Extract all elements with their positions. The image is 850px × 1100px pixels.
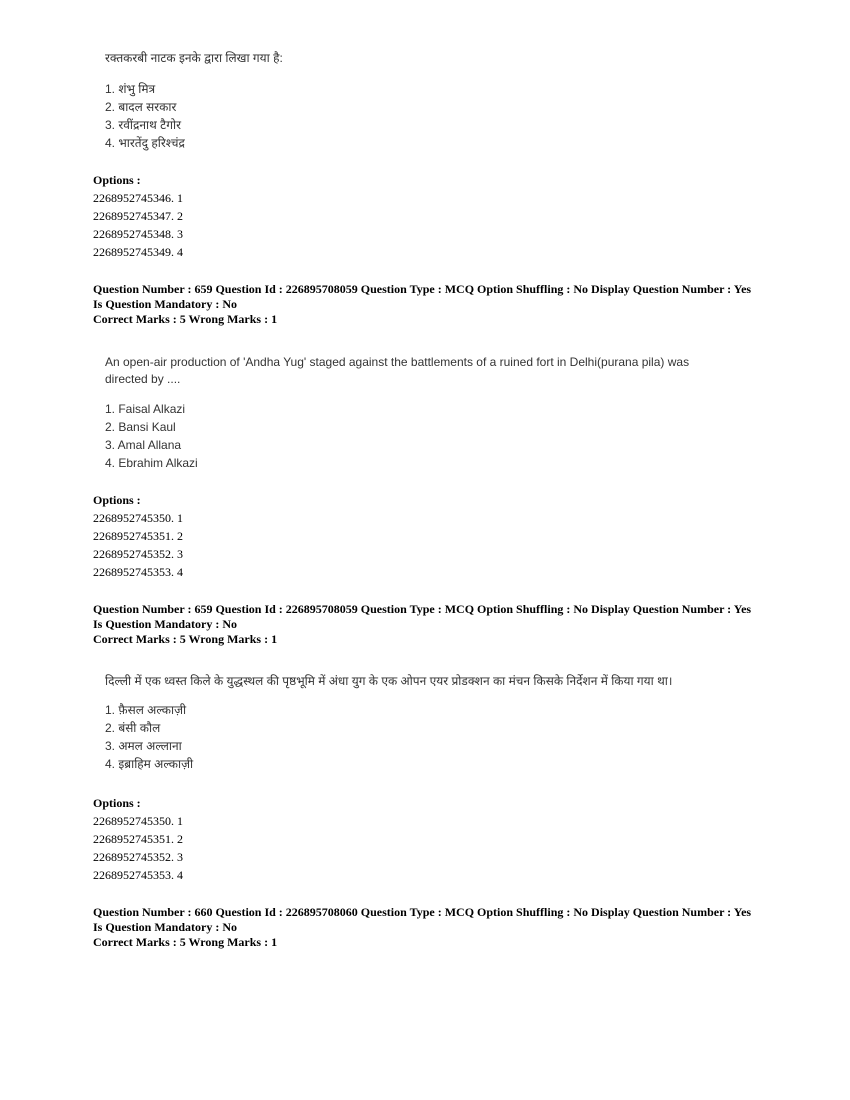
choice-item: 4. भारतेंदु हरिश्चंद्र (105, 136, 185, 150)
option-id: 2268952745351. 2 (93, 529, 183, 543)
question-text: An open-air production of 'Andha Yug' staged against the battlements of a ruined fort in Delhi(purana pila) was directed by .... (105, 355, 690, 386)
marks-line: Correct Marks : 5 Wrong Marks : 1 (93, 935, 278, 949)
question-meta-3 (0, 905, 850, 950)
choice-item: 2. Bansi Kaul (105, 420, 176, 434)
option-id: 2268952745347. 2 (93, 209, 183, 223)
choice-item: 1. Faisal Alkazi (105, 402, 186, 416)
options-section-2 (0, 491, 850, 581)
question-block-2 (0, 354, 850, 388)
choice-list-1 (0, 80, 850, 152)
option-id: 2268952745350. 1 (93, 511, 183, 525)
question-meta-line: Question Number : 660 Question Id : 226895708060 Question Type : MCQ Option Shuffling : No Display Question Number : Yes Is Question Mandatory : No (93, 905, 752, 934)
choice-item: 3. Amal Allana (105, 438, 182, 452)
option-id: 2268952745352. 3 (93, 850, 183, 864)
options-label: Options : (93, 173, 141, 187)
choice-item: 4. इब्राहिम अल्काज़ी (105, 757, 194, 771)
choice-item: 2. बंसी कौल (105, 721, 161, 735)
question-text: दिल्ली में एक ध्वस्त किले के युद्धस्थल की पृष्ठभूमि में अंधा युग के एक ओपन एयर प्रोडक्शन का मंचन किसके निर्देशन में किया गया था। (105, 674, 673, 688)
choice-item: 2. बादल सरकार (105, 100, 177, 114)
option-id: 2268952745351. 2 (93, 832, 183, 846)
option-id: 2268952745348. 3 (93, 227, 183, 241)
choice-item: 1. शंभु मित्र (105, 82, 156, 96)
option-id: 2268952745350. 1 (93, 814, 183, 828)
question-meta-line: Question Number : 659 Question Id : 226895708059 Question Type : MCQ Option Shuffling : No Display Question Number : Yes Is Question Mandatory : No (93, 282, 752, 311)
question-meta-1 (0, 282, 850, 327)
option-id: 2268952745352. 3 (93, 547, 183, 561)
question-block-3 (0, 673, 850, 690)
choice-item: 1. फ़ैसल अल्काज़ी (105, 703, 187, 717)
choice-list-2 (0, 400, 850, 472)
option-id: 2268952745349. 4 (93, 245, 183, 259)
question-meta-2 (0, 602, 850, 647)
question-block-1 (0, 50, 850, 67)
question-text: रक्तकरबी नाटक इनके द्वारा लिखा गया है: (105, 51, 283, 65)
marks-line: Correct Marks : 5 Wrong Marks : 1 (93, 312, 278, 326)
option-id: 2268952745353. 4 (93, 565, 183, 579)
options-section-3 (0, 794, 850, 884)
choice-item: 3. अमल अल्लाना (105, 739, 182, 753)
choice-item: 3. रवींद्रनाथ टैगोर (105, 118, 181, 132)
options-section-1 (0, 171, 850, 261)
question-meta-line: Question Number : 659 Question Id : 226895708059 Question Type : MCQ Option Shuffling : No Display Question Number : Yes Is Question Mandatory : No (93, 602, 752, 631)
marks-line: Correct Marks : 5 Wrong Marks : 1 (93, 632, 278, 646)
option-id: 2268952745353. 4 (93, 868, 183, 882)
option-id: 2268952745346. 1 (93, 191, 183, 205)
choice-item: 4. Ebrahim Alkazi (105, 456, 198, 470)
options-label: Options : (93, 493, 141, 507)
choice-list-3 (0, 701, 850, 773)
options-label: Options : (93, 796, 141, 810)
